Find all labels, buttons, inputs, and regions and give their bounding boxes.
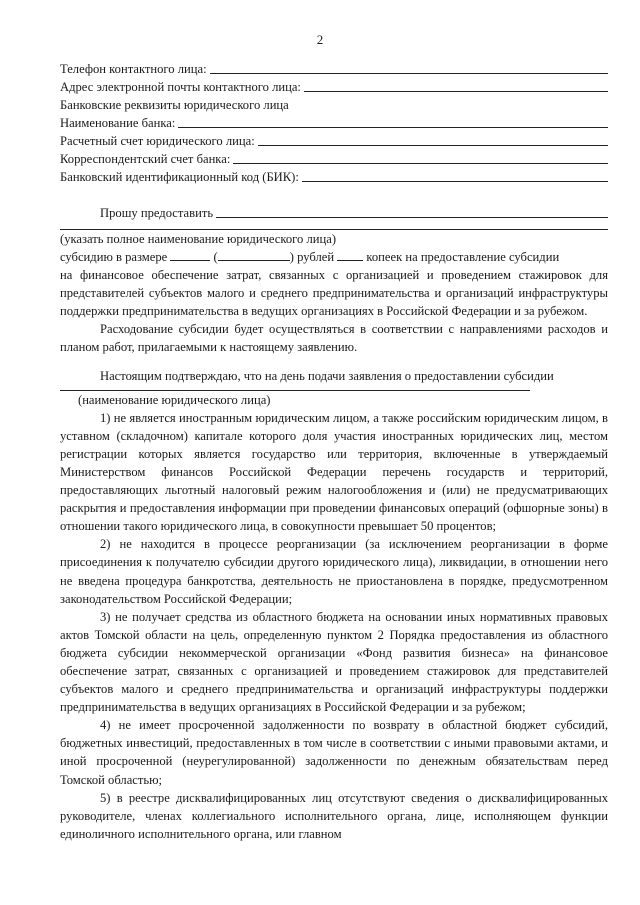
request-body: на финансовое обеспечение затрат, связанных с организацией и проведением стажировок для представителей субъектов малого и среднего предпринимательства и организаций инфраструктуры поддержки предпринимательства в ведущих организациях в Российской Федерации и за рубежом. [60,268,608,319]
spending-paragraph: Расходование субсидии будет осуществляться в соответствии с направлениями расходов и планом работ, прилагаемыми к настоящему заявлению. [60,322,608,355]
settlement-account-label: Расчетный счет юридического лица: [60,134,255,148]
bank-name-blank[interactable] [178,115,608,128]
kopecks-blank[interactable] [337,249,363,261]
contact-phone-line [60,60,608,78]
subsidy-amount-blank[interactable] [170,249,210,261]
bank-details-line [60,96,608,114]
confirmation-caption: (наименование юридического лица) [78,392,271,407]
rubles-label: ) рублей [289,250,335,264]
correspondent-account-line [60,150,608,168]
contact-phone-blank[interactable] [210,61,608,74]
contact-email-line [60,78,608,96]
request-caption [60,230,608,248]
subsidy-words-blank[interactable] [218,249,290,261]
confirmation-lead: Настоящим подтверждаю, что на день подачи заявления о предоставлении субсидии [100,368,554,383]
bik-line [60,168,608,186]
confirmation-item-3: 3) не получает средства из областного бюджета на основании иных нормативных правовых актов Томской области на цель, определенную пунктом 2 Порядка предоставления из областного бюджета субсидии некоммерческой организации «Фонд развития бизнеса» на финансовое обеспечение затрат, связанных с организацией и проведением стажировок для представителей субъектов малого и среднего предпринимательства и организаций инфраструктуры поддержки предпринимательства в ведущих организациях в Российской Федерации и за рубежом; [60,609,608,715]
settlement-account-blank[interactable] [258,133,608,146]
contact-email-blank[interactable] [304,79,608,92]
confirmation-item-4: 4) не имеет просроченной задолженности по возврату в областной бюджет субсидий, бюджетных инвестиций, предоставленных в том числе в соответствии с иными правовыми актами, и иной просроченной (неурегулированной) задолженности по денежным обязательствам перед Томской областью; [60,718,608,787]
page-number: 2 [316,32,324,47]
correspondent-account-label: Корреспондентский счет банка: [60,152,231,166]
open-paren: ( [213,250,218,264]
document-body [60,60,608,843]
confirmation-item-5: 5) в реестре дисквалифицированных лиц отсутствуют сведения о дисквалифицированных руководителе, членах коллегиального исполнительного органа, лице, исполняющем функции единоличного исполнительного органа, или главном [60,790,608,841]
contact-phone-label: Телефон контактного лица: [60,62,207,76]
bik-blank[interactable] [302,169,608,182]
request-lead: Прошу предоставить [100,206,214,220]
confirmation-item-2: 2) не находится в процессе реорганизации (за исключением реорганизации в форме присоединения к получателю субсидии другого юридического лица), ликвидации, в отношении него не введена процедура банкротства, деятельность не приостановлена в порядке, предусмотренном законодательством Российской Федерации; [60,537,608,606]
confirmation-item-1: 1) не является иностранным юридическим лицом, а также российским юридическим лицом, в уставном (складочном) капитале которого доля участия иностранных юридических лиц, местом регистрации которых является государство или территория, включенные в утверждаемый Министерством финансов Российской Федерации перечень государств и территорий, предоставляющих льготный налоговый режим налогообложения и (или) не предусматривающих раскрытия и предоставления информации при проведении финансовых операций (офшорные зоны) в отношении такого юридического лица, в совокупности превышает 50 процентов; [60,410,608,534]
correspondent-account-blank[interactable] [233,151,608,164]
bank-details-heading: Банковские реквизиты юридического лица [60,98,289,112]
bik-label: Банковский идентификационный код (БИК): [60,170,299,184]
contact-email-label: Адрес электронной почты контактного лица: [60,80,301,94]
bank-name-line [60,114,608,132]
subsidy-prefix: субсидию в размере [60,250,168,264]
request-caption-text: (указать полное наименование юридического лица) [60,232,337,246]
bank-name-label: Наименование банка: [60,116,176,130]
kopecks-label: копеек на предоставление субсидии [366,250,560,264]
request-line [60,204,608,222]
settlement-account-line [60,132,608,150]
subsidy-amount-line [60,248,608,266]
request-org-blank[interactable] [216,205,608,218]
